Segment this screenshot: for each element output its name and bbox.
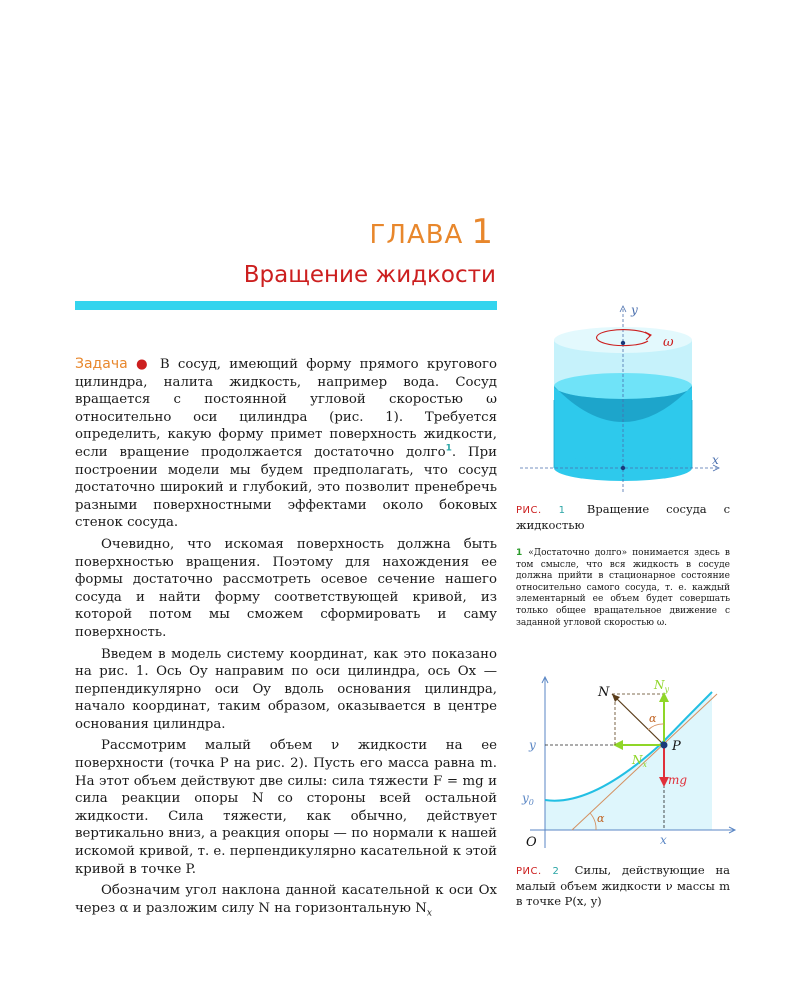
paragraph-5: [75, 882, 497, 923]
p1-text-b: . При построении модели мы будем предполагать, что сосуд достаточно широкий и глубокий, это позволит пренебречь разными поверхностными эффектами около боковых стенок сосуда.: [75, 444, 497, 531]
label-alpha-bottom: α: [597, 812, 605, 825]
label-ny: $N_y$: [654, 678, 670, 694]
label-alpha-top: α: [649, 712, 657, 725]
figure-2: [512, 672, 740, 854]
title-rule: [75, 301, 497, 310]
bullet: ●: [135, 357, 152, 372]
footnote-text: «Достаточно долго» понимается здесь в том смысле, что вся жидкость в сосуде должна прийти в стационарное состояние относительно самого сосуда, т. е. каждый элементарный ее объем будет совершать только общее вращательное движение с заданной угловой скоростью ω.: [516, 548, 730, 628]
fig1-caption-text: Вращение сосуда с жидкостью: [516, 502, 731, 532]
label-p: P: [672, 739, 681, 754]
task-label: Задача: [75, 356, 128, 372]
fig1-x-label: x: [712, 453, 719, 467]
fig1-caption-label: РИС.: [516, 505, 542, 516]
axis-point: [621, 341, 625, 345]
shaded-region: [545, 692, 712, 830]
label-x: x: [660, 833, 667, 847]
chapter-title: Вращение жидкости: [243, 262, 496, 288]
force-nx-arrowhead: [613, 740, 623, 750]
figure-2-caption: [516, 863, 730, 909]
fig2-caption-num: 2: [552, 866, 559, 877]
fig1-y-label: y: [631, 303, 638, 317]
label-n: N: [598, 685, 610, 700]
footnote-ref[interactable]: 1: [445, 443, 452, 454]
fig1-caption-num: 1: [558, 505, 565, 516]
paragraph-2: Очевидно, что искомая поверхность должна быть поверхностью вращения. Поэтому для нахождения ее формы достаточно рассмотреть осевое сечение нашего сосуда и найти форму соответствующей кривой, из которой потом мы сможем сформировать и саму поверхность.: [75, 536, 497, 640]
paragraph-3: Введем в модель систему координат, как это показано на рис. 1. Ось Oy направим по оси цилиндра, ось Ox — перпендикулярно оси Oy вдоль основания цилиндра, начало координат, таким образом, оказывается в центре основания цилиндра.: [75, 646, 497, 732]
figure-1: [512, 300, 737, 495]
point-p: [661, 742, 668, 749]
omega-label: ω: [663, 335, 674, 350]
p5-text: Обозначим угол наклона данной касательной к оси Ox через α и разложим силу N на горизонтальную N: [75, 883, 497, 916]
paragraph-1: [75, 356, 497, 532]
origin-point: [621, 466, 625, 470]
chapter-label: [370, 212, 494, 252]
main-text: [75, 356, 497, 927]
paragraph-4: Рассмотрим малый объем ν жидкости на ее поверхности (точка P на рис. 2). Пусть его масса равна m. На этот объем действуют две силы: сила тяжести F = mg и сила реакции опоры N со стороны всей остальной жидкости. Сила тяжести, как обычно, действует вертикально вниз, а реакция опоры — по нормали к нашей искомой кривой, т. е. перпендикулярно касательной к этой кривой в точке P.: [75, 738, 497, 877]
footnote-num: 1: [516, 548, 523, 558]
chapter-number: 1: [471, 212, 494, 252]
fig2-caption-label: РИС.: [516, 866, 542, 877]
chapter-word: ГЛАВА: [369, 220, 464, 250]
label-y0: $y_0$: [522, 791, 534, 807]
p1-text-a: В сосуд, имеющий форму прямого кругового цилиндра, налита жидкость, например вода. Сосуд вращается с постоянной угловой скоростью ω относительно оси цилиндра (рис. 1). Требуется определить, какую форму примет поверхность жидкости, если вращение продолжается достаточно долго: [75, 357, 498, 460]
label-nx: $N_x$: [632, 753, 648, 769]
fig2-caption-text: Силы, действующие на малый объем жидкости ν массы m в точке P(x, y): [516, 863, 731, 908]
figure-1-caption: [516, 502, 730, 533]
label-mg: mg: [668, 773, 688, 787]
label-o: O: [526, 835, 537, 850]
p5-sub: x: [426, 908, 432, 919]
footnote: [516, 548, 730, 629]
label-y: y: [529, 738, 536, 752]
